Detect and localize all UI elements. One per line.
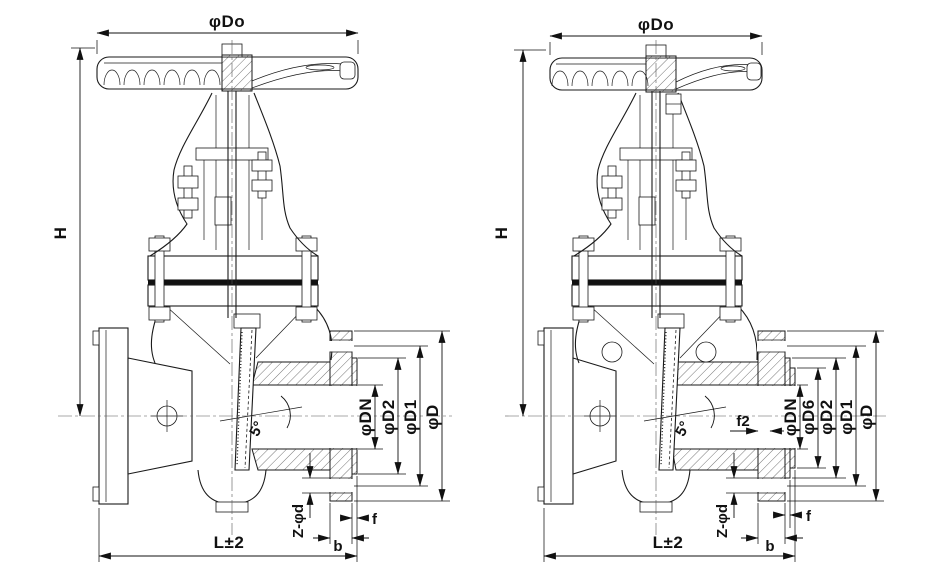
dim-label-angle-right: 5° — [672, 418, 694, 440]
right-valve-bonnet-flange — [572, 236, 742, 322]
right-valve-view — [492, 15, 886, 562]
dim-label-f-left: f — [372, 511, 377, 528]
dim-label-d-left: φD — [423, 404, 442, 430]
left-valve-dims-diameters — [354, 331, 450, 501]
dim-label-z-phi-d-left: Z-φd — [290, 503, 307, 539]
dim-label-f2-right: f2 — [736, 413, 750, 430]
left-valve-bonnet-flange — [148, 236, 318, 322]
dim-label-l-right: L±2 — [652, 533, 684, 552]
dim-label-dn-right: φDN — [781, 397, 800, 437]
dim-label-d2-left: φD2 — [379, 399, 398, 435]
dim-label-b-right: b — [765, 538, 775, 555]
dim-label-dn-left: φDN — [356, 397, 375, 437]
left-valve-handwheel — [97, 44, 358, 91]
dim-label-angle-left: 5° — [246, 418, 268, 440]
dim-label-h-left: H — [51, 226, 70, 240]
left-valve-wedge — [234, 314, 260, 470]
right-valve-wedge — [658, 314, 684, 470]
dim-label-d6-right: φD6 — [799, 399, 818, 435]
dim-label-do-left: φDo — [208, 12, 246, 31]
left-valve-view — [51, 12, 452, 562]
dim-label-d1-left: φD1 — [401, 399, 420, 435]
left-valve-dim-l — [99, 508, 357, 562]
dim-label-d1-right: φD1 — [837, 399, 856, 435]
dim-label-d2-right: φD2 — [817, 399, 836, 435]
dim-label-z-phi-d-right: Z-φd — [714, 503, 731, 539]
dim-label-f-right: f — [806, 508, 811, 525]
dim-label-h-right: H — [492, 226, 511, 240]
dim-label-b-left: b — [333, 538, 343, 555]
right-valve-dims-diameters — [781, 331, 884, 501]
dim-label-l-left: L±2 — [213, 533, 245, 552]
dim-label-d-right: φD — [857, 404, 876, 430]
right-valve-dim-h — [492, 50, 546, 416]
dim-label-do-right: φDo — [637, 15, 675, 34]
left-valve-dim-h — [51, 48, 95, 416]
